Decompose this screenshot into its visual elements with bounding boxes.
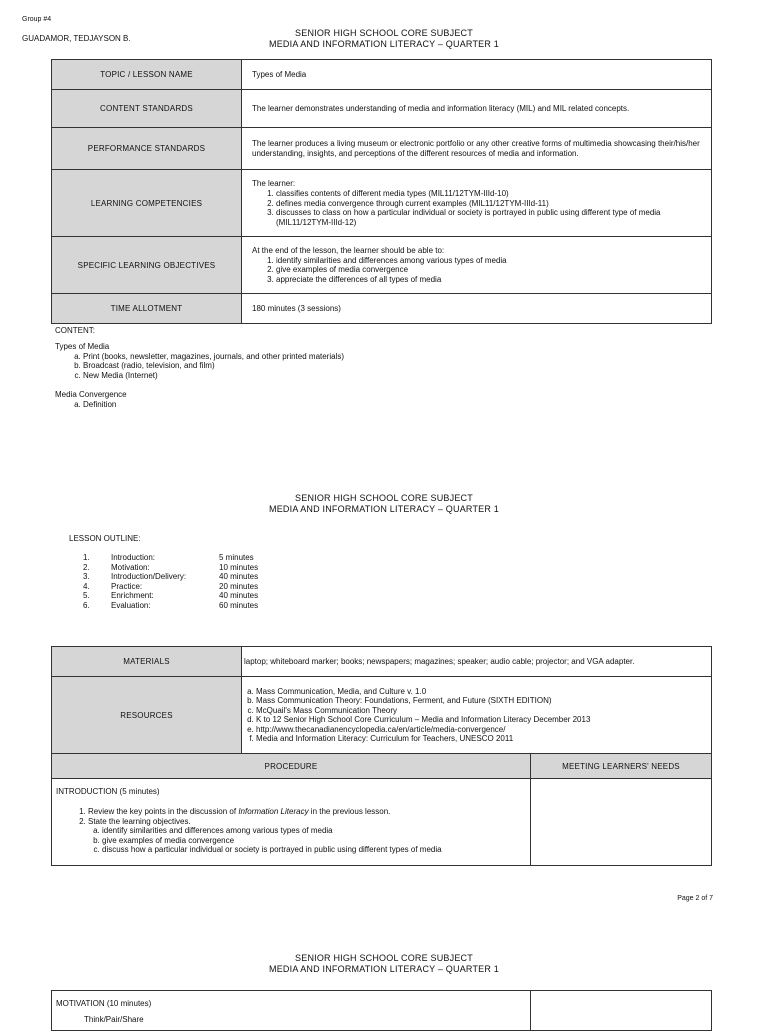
competencies-list <box>252 189 701 227</box>
objective-sublist <box>88 826 526 855</box>
competencies-row <box>52 170 712 237</box>
page-header-1: SENIOR HIGH SCHOOL CORE SUBJECT MEDIA AND INFORMATION LITERACY – QUARTER 1 <box>269 28 499 49</box>
list-item: 2. State the learning objectives. a. identify similarities and differences among various types of media b. give examples of media convergence c. discuss how a particular individual or society is portrayed in public using different types of media <box>88 817 526 855</box>
time-label: TIME ALLOTMENT <box>52 294 242 324</box>
list-item: f. Media and Information Literacy: Curriculum for Teachers, UNESCO 2011 <box>256 734 701 744</box>
outline-heading: LESSON OUTLINE: <box>69 534 141 543</box>
motivation-heading: MOTIVATION (10 minutes) <box>56 999 152 1008</box>
outline-row: 1. Introduction: 5 minutes <box>83 553 254 562</box>
topic-row <box>52 60 712 90</box>
list-item: 1. classifies contents of different media types (MIL11/12TYM-IIId-10) <box>276 189 701 199</box>
list-item: d. K to 12 Senior High School Core Curriculum – Media and Information Literacy December 2013 <box>256 715 701 725</box>
outline-row: 2. Motivation: 10 minutes <box>83 562 259 572</box>
media-convergence: Media Convergence a. Definition <box>55 390 127 409</box>
list-item: a. Mass Communication, Media, and Culture v. 1.0 <box>256 687 701 697</box>
resources-row <box>52 677 712 754</box>
motivation-sub: Think/Pair/Share <box>84 1015 144 1024</box>
objectives-value: At the end of the lesson, the learner should be able to: 1. identify similarities and differences among various types of media 2. give examples of media convergence 3. appreciate the differences of all types of media <box>242 237 712 294</box>
objectives-label: SPECIFIC LEARNING OBJECTIVES <box>52 237 242 294</box>
list-item: c. McQuail's Mass Communication Theory <box>256 706 701 716</box>
materials-row <box>52 647 712 677</box>
list-item: e. http://www.thecanadianencyclopedia.ca/en/article/media-convergence/ <box>256 725 701 735</box>
introduction-row <box>52 779 712 866</box>
introduction-steps <box>56 807 526 855</box>
resources-label: RESOURCES <box>52 677 242 754</box>
page-header-3: SENIOR HIGH SCHOOL CORE SUBJECT MEDIA AND INFORMATION LITERACY – QUARTER 1 <box>269 953 499 974</box>
outline-row: 5. Enrichment: 40 minutes <box>83 591 259 600</box>
outline-row: 4. Practice: 20 minutes <box>83 581 259 591</box>
list-item: 2. give examples of media convergence <box>276 265 701 275</box>
list-item: 3. discusses to class on how a particular individual or society is portrayed in public using different type of media (MIL11/12TYM-IIId-12) <box>276 208 701 227</box>
content-heading: CONTENT: <box>55 326 95 335</box>
group-label: Group #4 <box>22 16 52 23</box>
list-item: b. give examples of media convergence <box>102 836 526 846</box>
page-header-2: SENIOR HIGH SCHOOL CORE SUBJECT MEDIA AND INFORMATION LITERACY – QUARTER 1 <box>269 493 499 514</box>
list-item: a. Print (books, newsletter, magazines, journals, and other printed materials) <box>83 352 344 362</box>
performance-standards-row <box>52 128 712 170</box>
procedure-table <box>51 646 712 866</box>
resources-list <box>244 687 701 744</box>
time-value: 180 minutes (3 sessions) <box>242 294 712 324</box>
lesson-outline <box>83 553 258 610</box>
procedure-header-row <box>52 754 712 779</box>
procedure-label: PROCEDURE <box>52 754 531 779</box>
needs-cell <box>531 779 712 866</box>
objectives-row <box>52 237 712 294</box>
motivation-row <box>52 991 712 1031</box>
types-of-media: Types of Media a. Print (books, newsletter, magazines, journals, and other printed materials) b. Broadcast (radio, television, and film) c. New Media (Internet) <box>55 342 344 380</box>
topic-label: TOPIC / LESSON NAME <box>52 60 242 90</box>
materials-value: laptop; whiteboard marker; books; newspapers; magazines; speaker; audio cable; projector; and VGA adapter. <box>242 647 712 677</box>
motivation-table <box>51 990 712 1031</box>
list-item: b. Mass Communication Theory: Foundations, Ferment, and Future (SIXTH EDITION) <box>256 696 701 706</box>
materials-label: MATERIALS <box>52 647 242 677</box>
types-list <box>55 352 344 381</box>
introduction-cell <box>52 779 531 866</box>
motivation-cell <box>52 991 531 1031</box>
list-item: 3. appreciate the differences of all types of media <box>276 275 701 285</box>
introduction-heading: INTRODUCTION (5 minutes) <box>56 787 160 796</box>
list-item: a. Definition <box>83 400 127 410</box>
time-row <box>52 294 712 324</box>
list-item: 1. identify similarities and differences among various types of media <box>276 256 701 266</box>
objectives-list <box>252 256 701 285</box>
outline-row: 3. Introduction/Delivery: 40 minutes <box>83 572 259 581</box>
convergence-list <box>55 400 127 410</box>
performance-standards-value: The learner produces a living museum or electronic portfolio or any other creative forms of multimedia showcasing their/his/her understanding, insights, and perceptions of the different resources of media and information. <box>242 128 712 170</box>
lesson-info-table <box>51 59 712 324</box>
content-standards-row <box>52 90 712 128</box>
author-name: GUADAMOR, TEDJAYSON B. <box>22 34 131 43</box>
list-item: b. Broadcast (radio, television, and film) <box>83 361 344 371</box>
outline-row: 6. Evaluation: 60 minutes <box>83 600 259 610</box>
topic-value: Types of Media <box>242 60 712 90</box>
list-item: c. discuss how a particular individual or society is portrayed in public using different types of media <box>102 845 526 855</box>
list-item: 2. defines media convergence through current examples (MIL11/12TYM-IIId-11) <box>276 199 701 209</box>
needs-label: MEETING LEARNERS' NEEDS <box>531 754 712 779</box>
motivation-needs-cell <box>531 991 712 1031</box>
page-number: Page 2 of 7 <box>677 895 713 902</box>
list-item: a. identify similarities and differences among various types of media <box>102 826 526 836</box>
resources-value <box>242 677 712 754</box>
list-item: c. New Media (Internet) <box>83 371 344 381</box>
content-standards-value: The learner demonstrates understanding of media and information literacy (MIL) and MIL related concepts. <box>242 90 712 128</box>
content-standards-label: CONTENT STANDARDS <box>52 90 242 128</box>
list-item: 1. Review the key points in the discussion of Information Literacy in the previous lesson. <box>88 807 526 817</box>
performance-standards-label: PERFORMANCE STANDARDS <box>52 128 242 170</box>
competencies-value: The learner: 1. classifies contents of different media types (MIL11/12TYM-IIId-10) 2. defines media convergence through current examples (MIL11/12TYM-IIId-11) 3. discusses to class on how a particular individual or society is portrayed in public using different type of media (MIL11/12TYM-IIId-12) <box>242 170 712 237</box>
competencies-label: LEARNING COMPETENCIES <box>52 170 242 237</box>
